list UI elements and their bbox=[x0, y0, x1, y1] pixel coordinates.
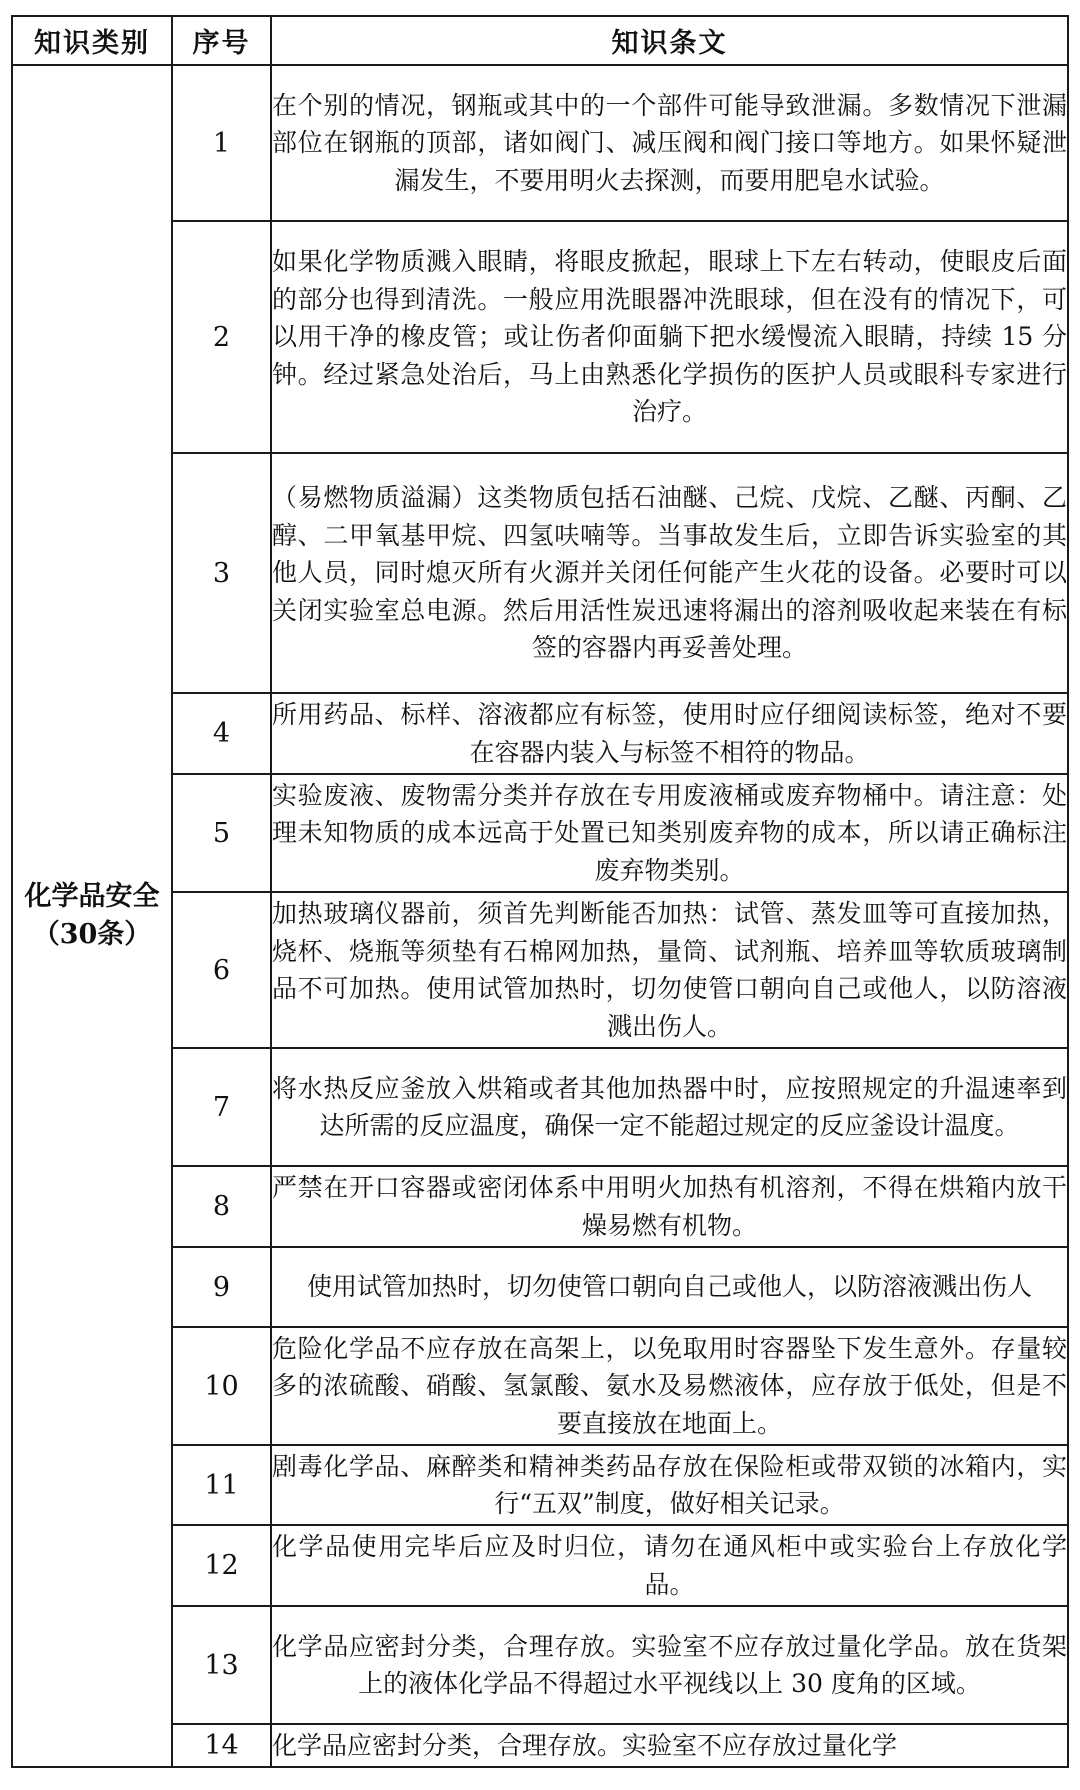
knowledge-table bbox=[11, 15, 1069, 1768]
row-text: 化学品应密封分类，合理存放。实验室不应存放过量化学 bbox=[271, 1724, 1068, 1767]
row-number: 8 bbox=[172, 1166, 271, 1247]
row-number: 14 bbox=[172, 1724, 271, 1767]
row-text: （易燃物质溢漏）这类物质包括石油醚、己烷、戊烷、乙醚、丙酮、乙醇、二甲氧基甲烷、四氢呋喃等。当事故发生后，立即告诉实验室的其他人员，同时熄灭所有火源并关闭任何能产生火花的设备。必要时可以关闭实验室总电源。然后用活性炭迅速将漏出的溶剂吸收起来装在有标签的容器内再妥善处理。 bbox=[271, 453, 1068, 693]
row-text: 危险化学品不应存放在高架上，以免取用时容器坠下发生意外。存量较多的浓硫酸、硝酸、氢氯酸、氨水及易燃液体，应存放于低处，但是不要直接放在地面上。 bbox=[271, 1327, 1068, 1445]
row-number: 3 bbox=[172, 453, 271, 693]
row-text: 化学品使用完毕后应及时归位，请勿在通风柜中或实验台上存放化学品。 bbox=[271, 1525, 1068, 1606]
table-row bbox=[12, 65, 1068, 221]
header-number: 序号 bbox=[172, 16, 271, 65]
row-text: 将水热反应釜放入烘箱或者其他加热器中时，应按照规定的升温速率到达所需的反应温度，确保一定不能超过规定的反应釜设计温度。 bbox=[271, 1048, 1068, 1166]
row-text: 如果化学物质溅入眼睛，将眼皮掀起，眼球上下左右转动，使眼皮后面的部分也得到清洗。一般应用洗眼器冲洗眼球，但在没有的情况下，可以用干净的橡皮管；或让伤者仰面躺下把水缓慢流入眼睛，持续 15 分钟。经过紧急处治后，马上由熟悉化学损伤的医护人员或眼科专家进行治疗。 bbox=[271, 221, 1068, 453]
row-number: 4 bbox=[172, 693, 271, 774]
row-text: 所用药品、标样、溶液都应有标签，使用时应仔细阅读标签，绝对不要在容器内装入与标签不相符的物品。 bbox=[271, 693, 1068, 774]
row-number: 13 bbox=[172, 1606, 271, 1724]
row-text: 化学品应密封分类，合理存放。实验室不应存放过量化学品。放在货架上的液体化学品不得超过水平视线以上 30 度角的区域。 bbox=[271, 1606, 1068, 1724]
header-category: 知识类别 bbox=[12, 16, 172, 65]
header-text: 知识条文 bbox=[271, 16, 1068, 65]
category-cell: 化学品安全（30条） bbox=[12, 65, 172, 1767]
row-text: 实验废液、废物需分类并存放在专用废液桶或废弃物桶中。请注意：处理未知物质的成本远高于处置已知类别废弃物的成本，所以请正确标注废弃物类别。 bbox=[271, 774, 1068, 892]
row-number: 7 bbox=[172, 1048, 271, 1166]
row-number: 11 bbox=[172, 1445, 271, 1525]
row-text: 剧毒化学品、麻醉类和精神类药品存放在保险柜或带双锁的冰箱内，实行“五双”制度，做好相关记录。 bbox=[271, 1445, 1068, 1525]
row-text: 严禁在开口容器或密闭体系中用明火加热有机溶剂，不得在烘箱内放干燥易燃有机物。 bbox=[271, 1166, 1068, 1247]
row-number: 10 bbox=[172, 1327, 271, 1445]
row-number: 9 bbox=[172, 1247, 271, 1327]
row-number: 6 bbox=[172, 892, 271, 1048]
row-text: 在个别的情况，钢瓶或其中的一个部件可能导致泄漏。多数情况下泄漏部位在钢瓶的顶部，诸如阀门、减压阀和阀门接口等地方。如果怀疑泄漏发生，不要用明火去探测，而要用肥皂水试验。 bbox=[271, 65, 1068, 221]
row-text: 使用试管加热时，切勿使管口朝向自己或他人，以防溶液溅出伤人 bbox=[271, 1247, 1068, 1327]
row-number: 12 bbox=[172, 1525, 271, 1606]
row-number: 2 bbox=[172, 221, 271, 453]
row-number: 1 bbox=[172, 65, 271, 221]
row-text: 加热玻璃仪器前，须首先判断能否加热：试管、蒸发皿等可直接加热，烧杯、烧瓶等须垫有石棉网加热，量筒、试剂瓶、培养皿等软质玻璃制品不可加热。使用试管加热时，切勿使管口朝向自己或他人，以防溶液溅出伤人。 bbox=[271, 892, 1068, 1048]
header-row bbox=[12, 16, 1068, 65]
row-number: 5 bbox=[172, 774, 271, 892]
